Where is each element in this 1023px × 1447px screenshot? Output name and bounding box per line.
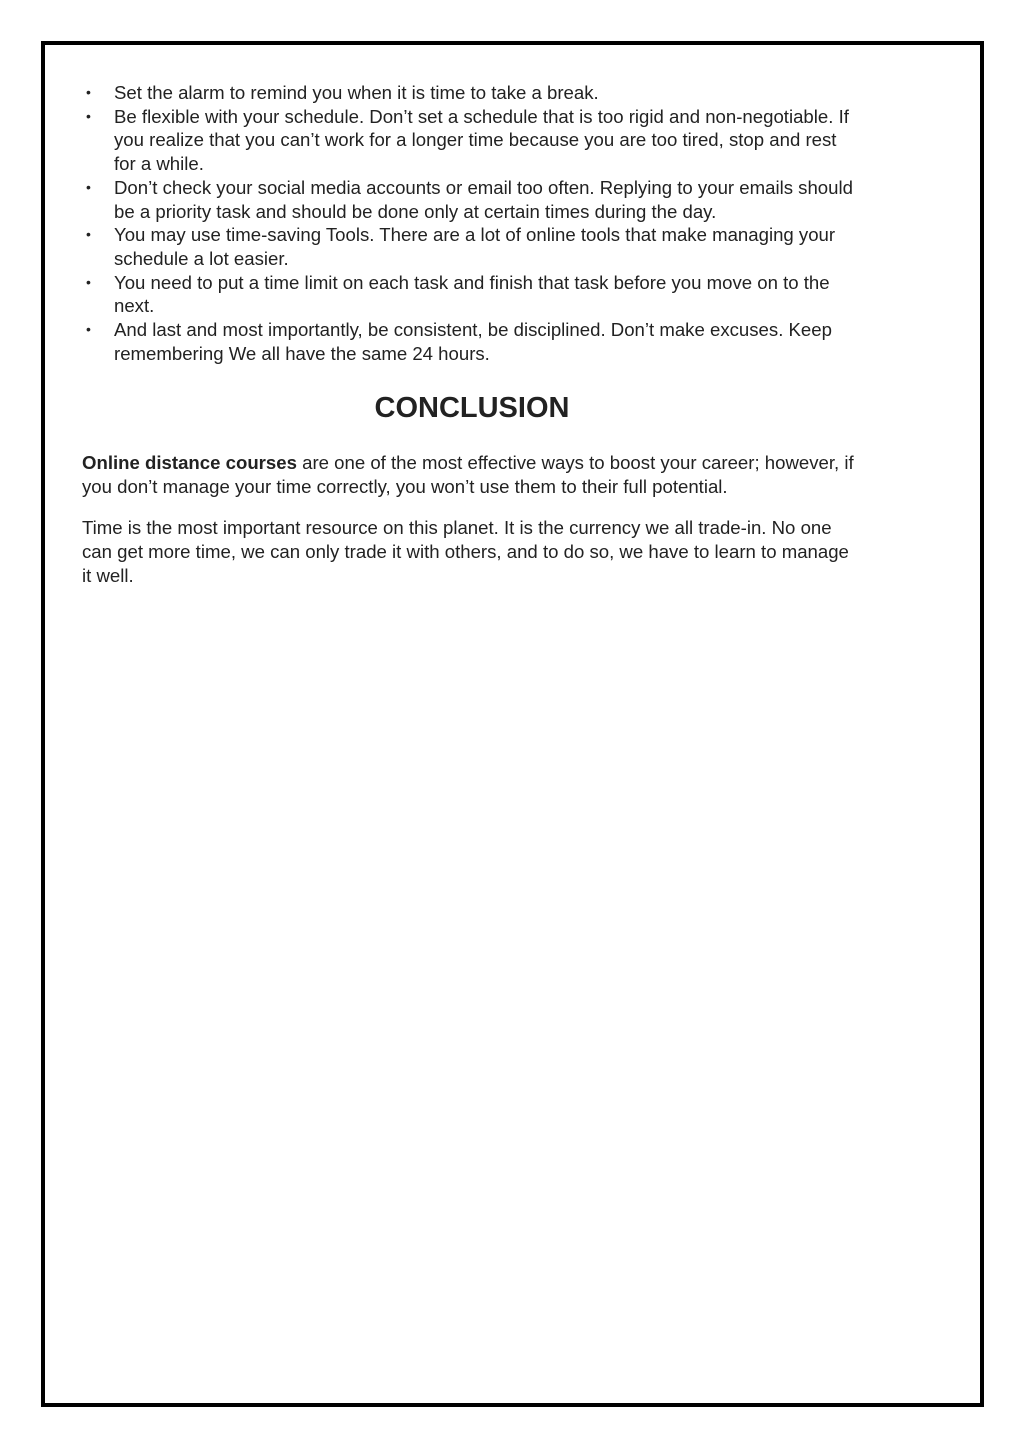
list-item-text: Don’t check your social media accounts or email too often. Replying to your emails should be a priority task and should be done only at certain times during the day.: [114, 176, 853, 222]
online-courses-bold-text: Online distance courses: [82, 452, 297, 474]
bullet-icon: •: [86, 178, 91, 195]
list-item: [82, 223, 862, 270]
list-item: [82, 105, 862, 176]
list-item-text: Be flexible with your schedule. Don’t set a schedule that is too rigid and non-negotiable. If you realize that you can’t work for a longer time because you are too tired, stop and rest for a while.: [114, 105, 849, 175]
conclusion-heading: CONCLUSION: [374, 392, 570, 425]
list-item: [82, 271, 862, 318]
list-item: [82, 318, 862, 365]
bullet-icon: •: [86, 226, 91, 243]
list-item-text: You may use time-saving Tools. There are a lot of online tools that make managing your schedule a lot easier.: [114, 224, 836, 269]
list-item: [82, 81, 862, 105]
bullet-icon: •: [86, 321, 91, 338]
list-item: [82, 176, 862, 223]
list-item-text: And last and most importantly, be consistent, be disciplined. Don’t make excuses. Keep remembering We all have the same 24 hours.: [114, 319, 832, 364]
list-item-text: You need to put a time limit on each task and finish that task before you move on to the next.: [114, 271, 830, 317]
tips-bullet-list: [82, 81, 862, 365]
document-content: [82, 81, 862, 588]
bullet-icon: •: [86, 107, 91, 124]
conclusion-paragraph-1: [82, 451, 862, 499]
conclusion-paragraph-2: Time is the most important resource on this planet. It is the currency we all trade-in. No one can get more time, we can only trade it with others, and to do so, we have to learn to manage it well.: [82, 517, 849, 587]
list-item-text: Set the alarm to remind you when it is time to take a break.: [114, 82, 599, 103]
conclusion-paragraph-1-text: are one of the most effective ways to boost your career; however, if you don’t manage your time correctly, you won’t use them to their full potential.: [82, 452, 854, 498]
bullet-icon: •: [86, 84, 91, 100]
bullet-icon: •: [86, 273, 91, 290]
